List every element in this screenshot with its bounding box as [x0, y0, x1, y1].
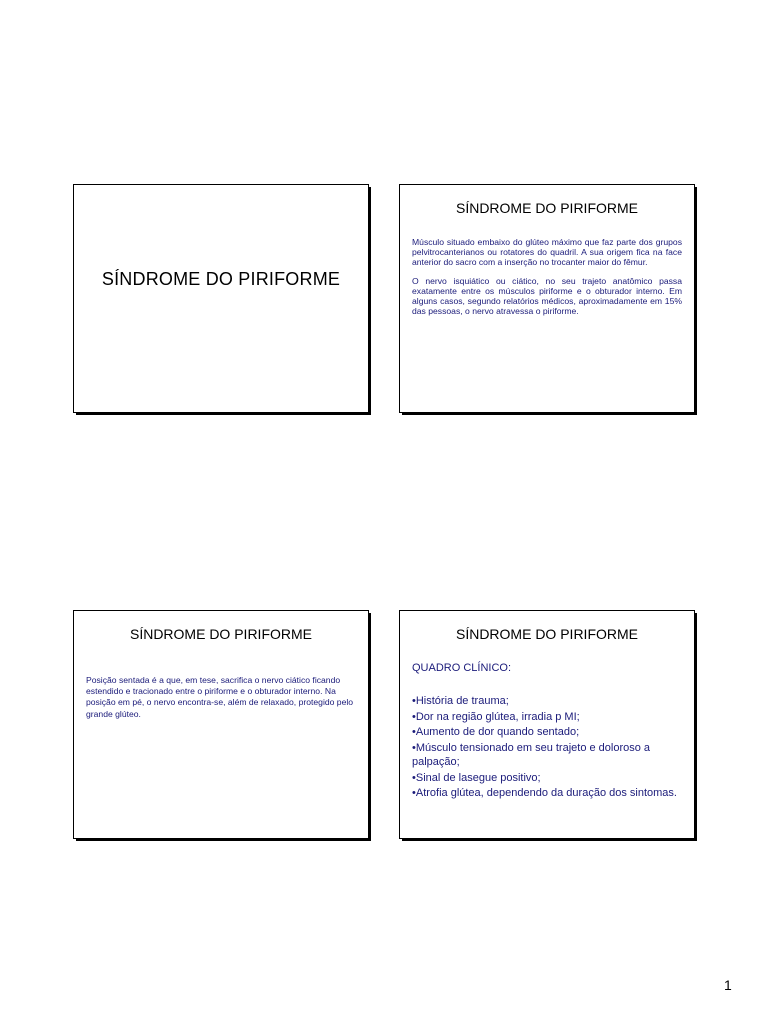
list-item: •Dor na região glútea, irradia p MI; [412, 710, 580, 723]
slide-1 [73, 184, 369, 413]
slide-3-paragraph-1: Posição sentada é a que, em tese, sacrifica o nervo ciático ficando estendido e tracionado entre o piriforme e o obturador interno. Na posição em pé, o nervo encontra-se, além de relaxado, protegido pelo grande glúteo. [86, 675, 354, 719]
list-item: •História de trauma; [412, 695, 509, 707]
list-item: •Músculo tensionado em seu trajeto e doloroso a palpação; [412, 741, 651, 768]
list-item: •Atrofia glútea, dependendo da duração dos sintomas. [412, 787, 677, 799]
slide-2-body [412, 237, 682, 324]
list-item: •Sinal de lasegue positivo; [412, 771, 541, 784]
slide-3-body [86, 675, 356, 728]
slide-4-title: SÍNDROME DO PIRIFORME [455, 626, 638, 642]
slide-2-title: SÍNDROME DO PIRIFORME [455, 200, 638, 216]
slide-1-title: SÍNDROME DO PIRIFORME [101, 269, 341, 289]
page-number: 1 [724, 977, 732, 993]
slide-2-paragraph-1: Músculo situado embaixo do glúteo máximo que faz parte dos grupos pelvitrocanterianos ou rotatores do quadril. A sua origem fica na face anterior do sacro com a inserção no trocanter maior do fêmur. [412, 237, 682, 268]
slide-2-paragraph-2: O nervo isquiático ou ciático, no seu trajeto anatômico passa exatamente entre os músculos piriforme e o obturador interno. Em alguns casos, segundo relatórios médicos, aproximadamente em 15% das pessoas, o nervo atravessa o piriforme. [412, 275, 682, 317]
slide-3 [73, 610, 369, 839]
slide-4 [399, 610, 695, 839]
slide-4-heading: QUADRO CLÍNICO: [412, 662, 512, 674]
slide-2 [399, 184, 695, 413]
slide-3-title: SÍNDROME DO PIRIFORME [129, 626, 312, 642]
list-item: •Aumento de dor quando sentado; [412, 726, 580, 738]
slide-4-list [412, 694, 684, 802]
